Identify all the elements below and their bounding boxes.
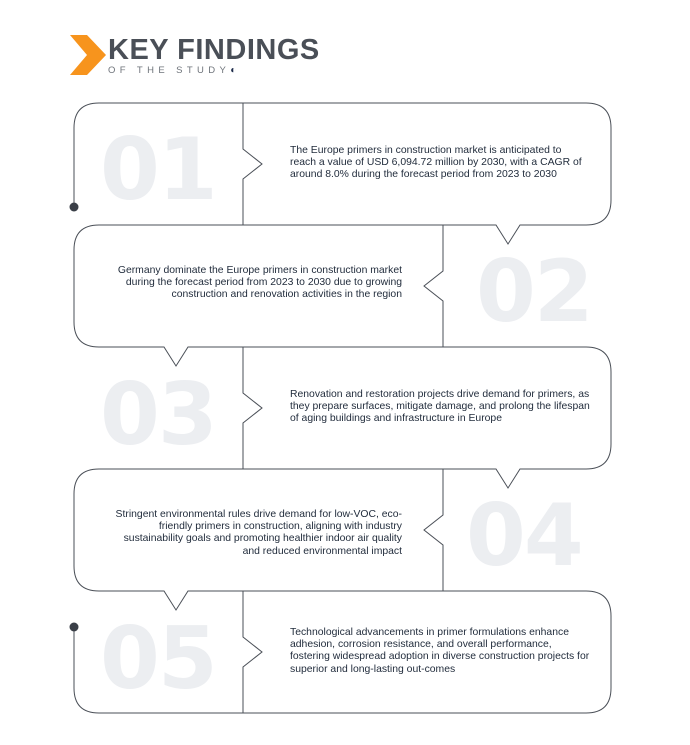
finding-text-03: Renovation and restoration projects drive demand for primers, as they prepare surfaces, mitigate damage, and prolong the lifespan of aging buildings and infrastructure in Europe [290,389,590,425]
finding-number-04: 04 [466,486,582,586]
divider-2 [424,225,443,347]
divider-4 [424,469,443,591]
page-subtitle: OF THE STUDY◐ [108,65,237,76]
finding-number-02: 02 [476,242,592,342]
finding-text-01: The Europe primers in construction market is anticipated to reach a value of USD 6,094.72 million by 2030, with a CAGR of around 8.0% during the forecast period from 2023 to 2030 [290,145,582,181]
finding-number-05: 05 [100,609,216,709]
divider-1 [243,103,262,225]
divider-5 [243,591,262,713]
finding-text-02: Germany dominate the Europe primers in construction market during the forecast period from 2023 to 2030 due to growing construction and renovation activities in the region [117,265,402,301]
divider-3 [243,347,262,469]
start-dot [70,203,79,212]
finding-number-01: 01 [100,120,216,220]
finding-number-03: 03 [100,365,216,465]
end-dot [70,623,79,632]
dot-icon: ◐ [230,65,237,76]
finding-text-04: Stringent environmental rules drive demand for low-VOC, eco-friendly primers in construction, aligning with industry sustainability goals and promoting healthier indoor air quality and reduced environmental impact [115,509,402,557]
page-title: KEY FINDINGS [108,34,320,66]
finding-text-05: Technological advancements in primer formulations enhance adhesion, corrosion resistance, and overall performance, fostering widespread adoption in diverse construction projects for superior and long-lasting out-comes [290,627,590,675]
